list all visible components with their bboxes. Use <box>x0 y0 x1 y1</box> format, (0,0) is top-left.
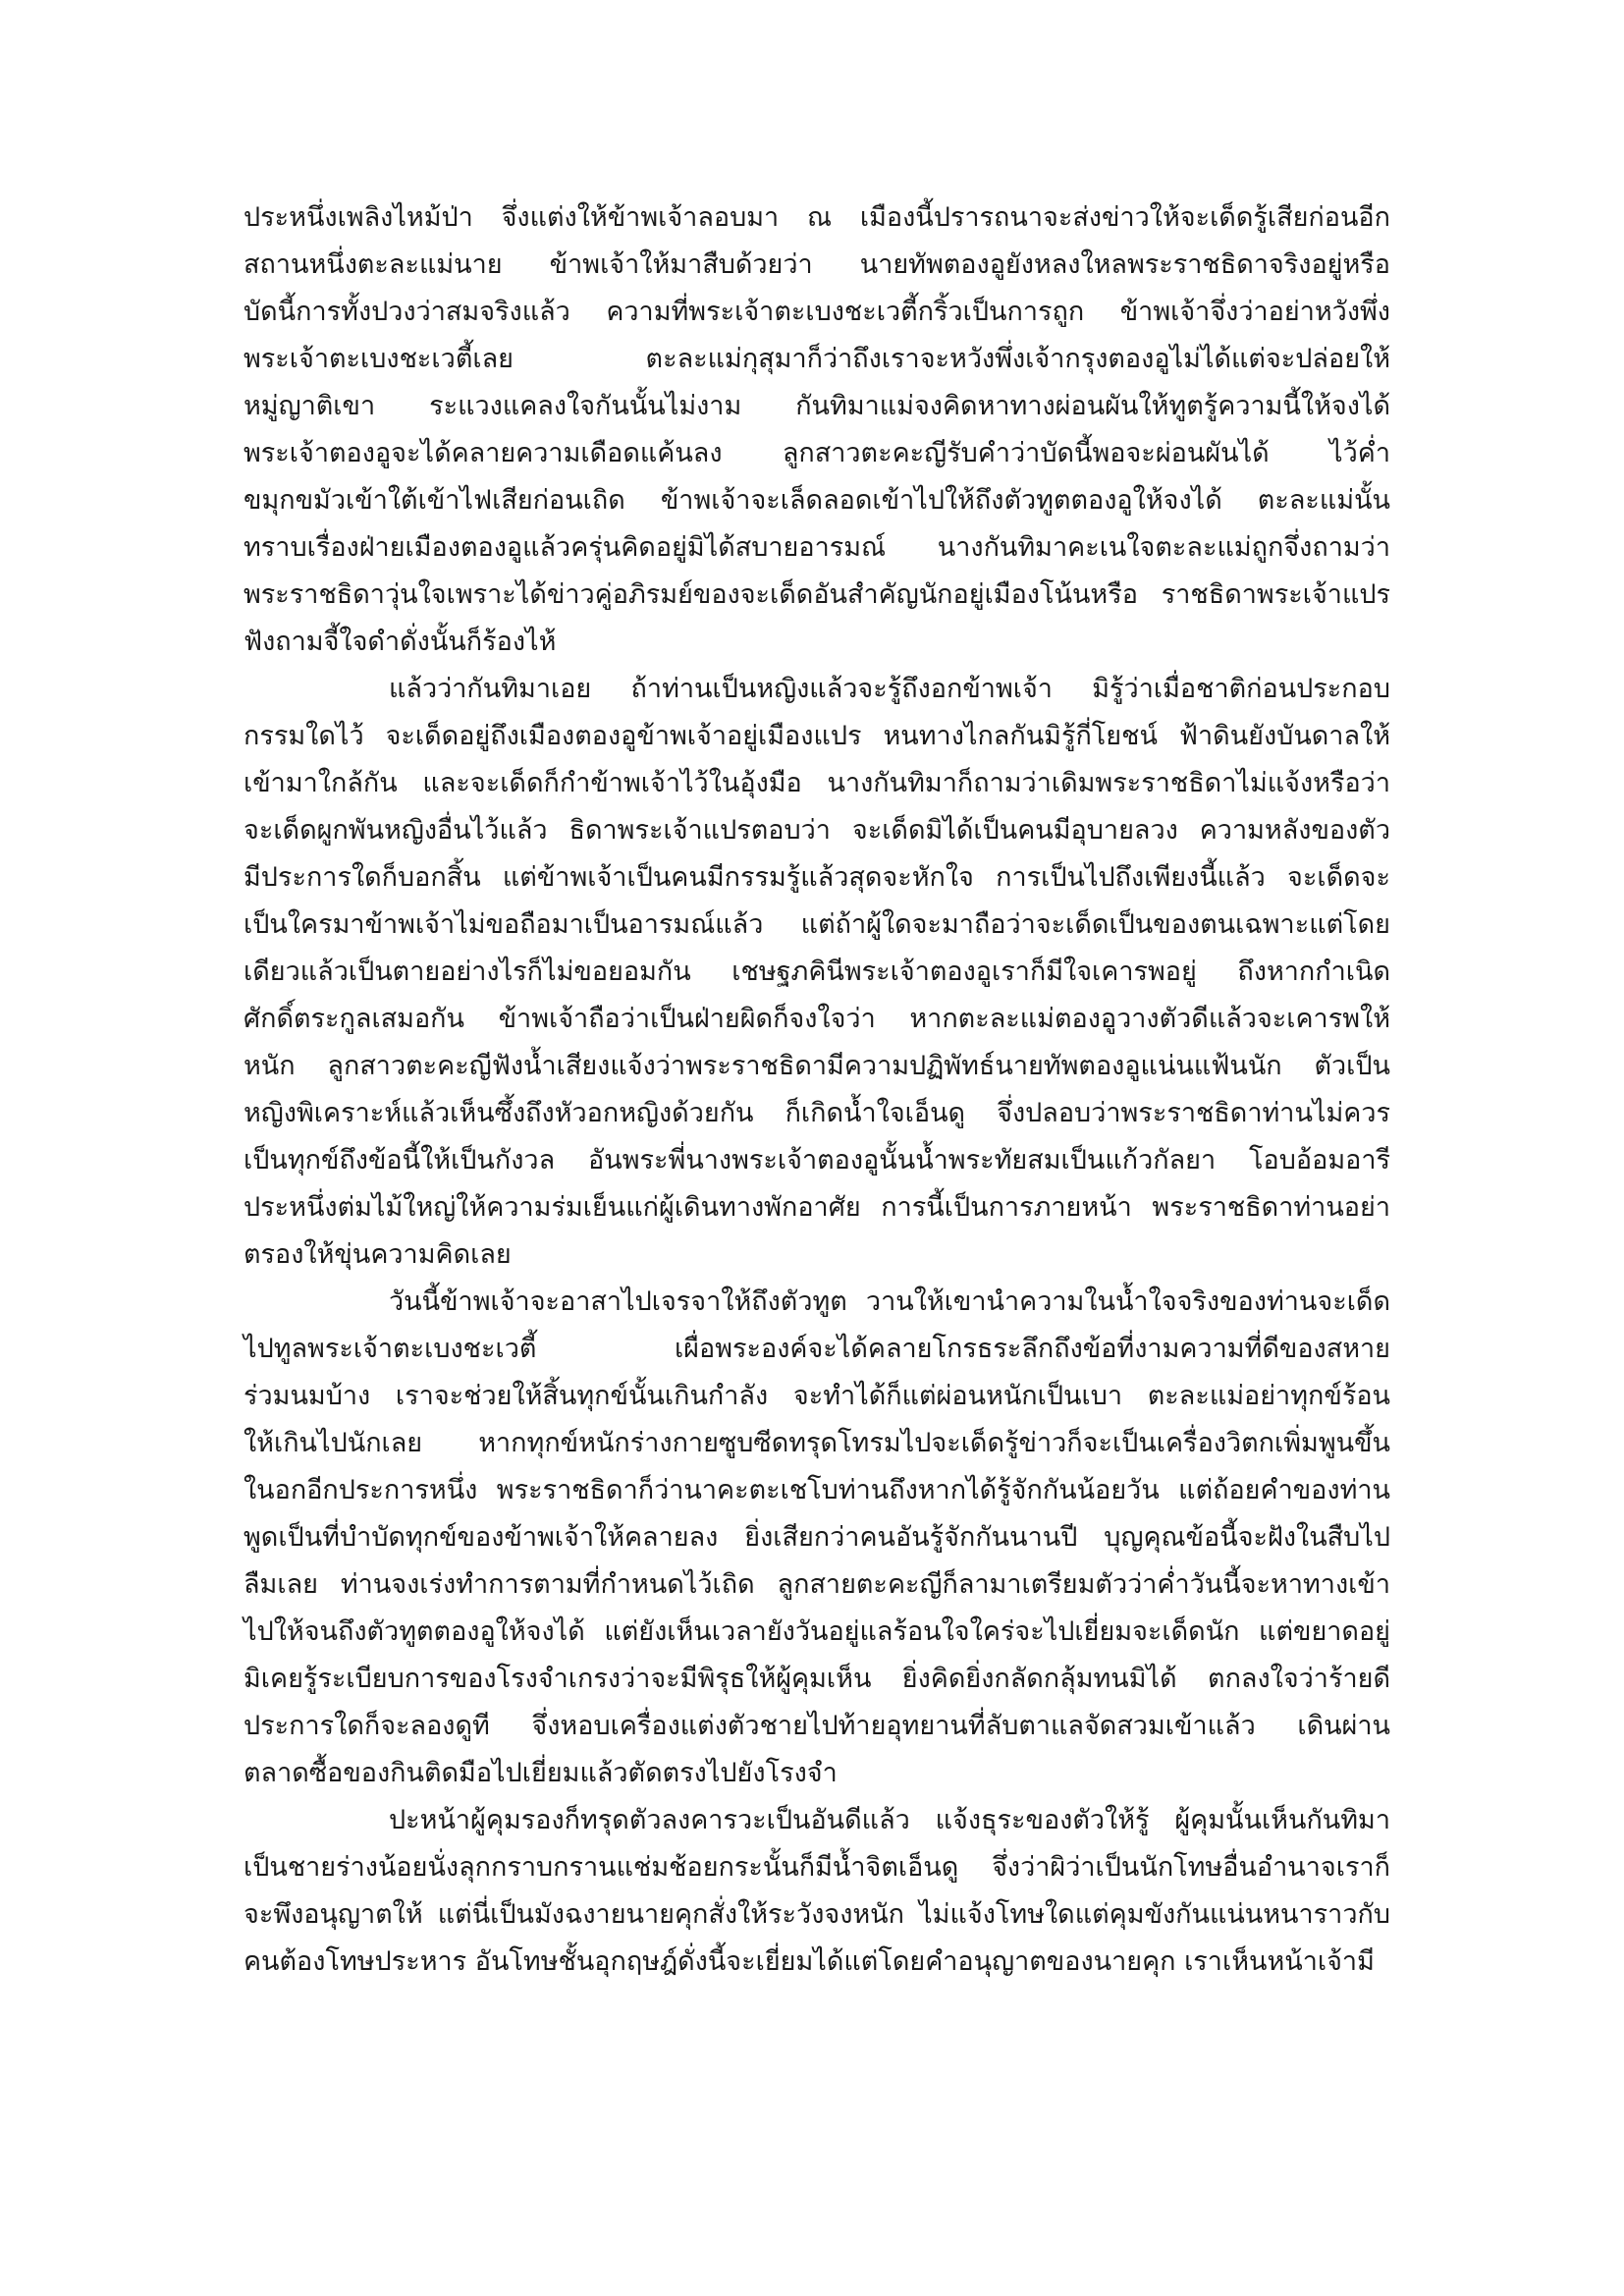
text-line: จะเด็ดผูกพันหญิงอื่นไว้แล้ว ธิดาพระเจ้าแปรตอบว่า จะเด็ดมิได้เป็นคนมีอุบายลวง ความหลังของตัว <box>244 815 1390 846</box>
paragraph <box>244 194 1390 666</box>
text-line: เป็นทุกข์ถึงข้อนี้ให้เป็นกังวล อันพระพี่นางพระเจ้าตองอูนั้นน้ำพระทัยสมเป็นแก้วกัลยา โอบอ้อมอารี <box>244 1145 1390 1175</box>
paragraph <box>244 666 1390 1279</box>
text-line: เข้ามาใกล้กัน และจะเด็ดก็กำข้าพเจ้าไว้ในอุ้งมือ นางกันทิมาก็ถามว่าเดิมพระราชธิดาไม่แจ้งหรือว่า <box>244 768 1390 798</box>
text-line: ประหนึ่งเพลิงไหม้ป่า จึ่งแต่งให้ข้าพเจ้าลอบมา ณ เมืองนี้ปรารถนาจะส่งข่าวให้จะเด็ดรู้เสียก่อนอีก <box>244 202 1390 233</box>
text-line: ศักดิ์ตระกูลเสมอกัน ข้าพเจ้าถือว่าเป็นฝ่ายผิดก็จงใจว่า หากตะละแม่ตองอูวางตัวดีแล้วจะเคารพให้ <box>244 1004 1390 1034</box>
text-line: เป็นใครมาข้าพเจ้าไม่ขอถือมาเป็นอารมณ์แล้ว แต่ถ้าผู้ใดจะมาถือว่าจะเด็ดเป็นของตนเฉพาะแต่โดย <box>244 909 1390 940</box>
text-line: เดียวแล้วเป็นตายอย่างไรก็ไม่ขอยอมกัน เชษฐภคินีพระเจ้าตองอูเราก็มีใจเคารพอยู่ ถึงหากกำเนิด <box>244 957 1390 987</box>
text-line: ร่วมนมบ้าง เราจะช่วยให้สิ้นทุกข์นั้นเกินกำลัง จะทำได้ก็แต่ผ่อนหนักเป็นเบา ตะละแม่อย่าทุกข์ร้อน <box>244 1381 1390 1411</box>
text-line: ฟังถามจี้ใจดำดั่งนั้นก็ร้องไห้ <box>244 627 557 657</box>
text-line: ให้เกินไปนักเลย หากทุกข์หนักร่างกายซูบซีดทรุดโทรมไปจะเด็ดรู้ข่าวก็จะเป็นเครื่องวิตกเพิ่มพูนขึ้น <box>244 1428 1390 1458</box>
text-line: ทราบเรื่องฝ่ายเมืองตองอูแล้วครุ่นคิดอยู่มิได้สบายอารมณ์ นางกันทิมาคะเนใจตะละแม่ถูกจึ่งถามว่า <box>244 532 1390 563</box>
text-line: หญิงพิเคราะห์แล้วเห็นซึ้งถึงหัวอกหญิงด้วยกัน ก็เกิดน้ำใจเอ็นดู จึ่งปลอบว่าพระราชธิดาท่านไม่ควร <box>244 1098 1390 1128</box>
text-line: จะพึงอนุญาตให้ แต่นี่เป็นมังฉงายนายคุกสั่งให้ระวังจงหนัก ไม่แจ้งโทษใดแต่คุมขังกันแน่นหนาราวกับ <box>244 1899 1390 1930</box>
text-line: ตรองให้ขุ่นความคิดเลย <box>244 1239 512 1270</box>
text-line: หนัก ลูกสาวตะคะญีฟังน้ำเสียงแจ้งว่าพระราชธิดามีความปฏิพัทธ์นายทัพตองอูแน่นแฟ้นนัก ตัวเป็น <box>244 1051 1390 1081</box>
text-line: ประการใดก็จะลองดูที จึ่งหอบเครื่องแต่งตัวชายไปท้ายอุทยานที่ลับตาแลจัดสวมเข้าแล้ว เดินผ่าน <box>244 1711 1390 1741</box>
text-line: กรรมใดไว้ จะเด็ดอยู่ถึงเมืองตองอูข้าพเจ้าอยู่เมืองแปร หนทางไกลกันมิรู้กี่โยชน์ ฟ้าดินยังบันดาลให้ <box>244 721 1390 751</box>
text-line: พูดเป็นที่บำบัดทุกข์ของข้าพเจ้าให้คลายลง ยิ่งเสียกว่าคนอันรู้จักกันนานปี บุญคุณข้อนี้จะฝังในสืบไป <box>244 1522 1390 1553</box>
text-line: พระเจ้าตะเบงชะเวตี้เลย ตะละแม่กุสุมาก็ว่าถึงเราจะหวังพึ่งเจ้ากรุงตองอูไม่ได้แต่จะปล่อยให้ <box>244 344 1390 374</box>
document-page <box>244 194 1390 1986</box>
text-line: คนต้องโทษประหาร อันโทษชั้นอุกฤษฎ์ดั่งนี้จะเยี่ยมได้แต่โดยคำอนุญาตของนายคุก เราเห็นหน้าเจ้ามี <box>244 1946 1375 1977</box>
paragraph <box>244 1797 1390 1986</box>
text-line: ขมุกขมัวเข้าใต้เข้าไฟเสียก่อนเถิด ข้าพเจ้าจะเล็ดลอดเข้าไปให้ถึงตัวทูตตองอูให้จงได้ ตะละแม่นั้น <box>244 485 1390 516</box>
text-line: บัดนี้การทั้งปวงว่าสมจริงแล้ว ความที่พระเจ้าตะเบงชะเวตี้กริ้วเป็นการถูก ข้าพเจ้าจึ่งว่าอย่าหวังพึ่ง <box>244 297 1390 327</box>
text-line: พระเจ้าตองอูจะได้คลายความเดือดแค้นลง ลูกสาวตะคะญีรับคำว่าบัดนี้พอจะผ่อนผันได้ ไว้ค่ำ <box>244 438 1390 468</box>
text-line: สถานหนึ่งตะละแม่นาย ข้าพเจ้าให้มาสืบด้วยว่า นายทัพตองอูยังหลงใหลพระราชธิดาจริงอยู่หรือ <box>244 249 1390 280</box>
text-line: ลืมเลย ท่านจงเร่งทำการตามที่กำหนดไว้เถิด ลูกสายตะคะญีก็ลามาเตรียมตัวว่าค่ำวันนี้จะหาทางเข้า <box>244 1569 1390 1600</box>
paragraph <box>244 1279 1390 1797</box>
text-line: เป็นชายร่างน้อยนั่งลุกกราบกรานแช่มช้อยกระนั้นก็มีน้ำจิตเอ็นดู จึ่งว่าผิว่าเป็นนักโทษอื่นอำนาจเราก็ <box>244 1852 1390 1883</box>
text-line: ไปให้จนถึงตัวทูตตองอูให้จงได้ แต่ยังเห็นเวลายังวันอยู่แลร้อนใจใคร่จะไปเยี่ยมจะเด็ดนัก แต่ขยาดอยู่ <box>244 1616 1390 1647</box>
text-line: ไปทูลพระเจ้าตะเบงชะเวตี้ เผื่อพระองค์จะได้คลายโกรธระลึกถึงข้อที่งามความที่ดีของสหาย <box>244 1334 1390 1364</box>
text-line: หมู่ญาติเขา ระแวงแคลงใจกันนั้นไม่งาม กันทิมาแม่จงคิดหาทางผ่อนผันให้ทูตรู้ความนี้ให้จงได้ <box>244 391 1390 421</box>
text-line: มิเคยรู้ระเบียบการของโรงจำเกรงว่าจะมีพิรุธให้ผู้คุมเห็น ยิ่งคิดยิ่งกลัดกลุ้มทนมิได้ ตกลงใจว่าร้ายดี <box>244 1664 1390 1694</box>
text-line: ปะหน้าผู้คุมรองก็ทรุดตัวลงคารวะเป็นอันดีแล้ว แจ้งธุระของตัวให้รู้ ผู้คุมนั้นเห็นกันทิมา <box>389 1805 1390 1835</box>
text-line: มีประการใดก็บอกสิ้น แต่ข้าพเจ้าเป็นคนมีกรรมรู้แล้วสุดจะหักใจ การเป็นไปถึงเพียงนี้แล้ว จะเด็ดจะ <box>244 862 1390 893</box>
text-line: วันนี้ข้าพเจ้าจะอาสาไปเจรจาให้ถึงตัวทูต วานให้เขานำความในน้ำใจจริงของท่านจะเด็ด <box>389 1286 1390 1317</box>
text-line: พระราชธิดาวุ่นใจเพราะได้ข่าวคู่อภิรมย์ของจะเด็ดอันสำคัญนักอยู่เมืองโน้นหรือ ราชธิดาพระเจ้าแปร <box>244 579 1390 610</box>
text-line: แล้วว่ากันทิมาเอย ถ้าท่านเป็นหญิงแล้วจะรู้ถึงอกข้าพเจ้า มิรู้ว่าเมื่อชาติก่อนประกอบ <box>389 674 1390 704</box>
text-line: ตลาดซื้อของกินติดมือไปเยี่ยมแล้วตัดตรงไปยังโรงจำ <box>244 1758 838 1788</box>
text-line: ในอกอีกประการหนึ่ง พระราชธิดาก็ว่านาคะตะเชโบท่านถึงหากได้รู้จักกันน้อยวัน แต่ถ้อยคำของท่าน <box>244 1475 1390 1505</box>
text-line: ประหนึ่งต่มไม้ใหญ่ให้ความร่มเย็นแก่ผู้เดินทางพักอาศัย การนี้เป็นการภายหน้า พระราชธิดาท่านอย่า <box>244 1192 1390 1223</box>
